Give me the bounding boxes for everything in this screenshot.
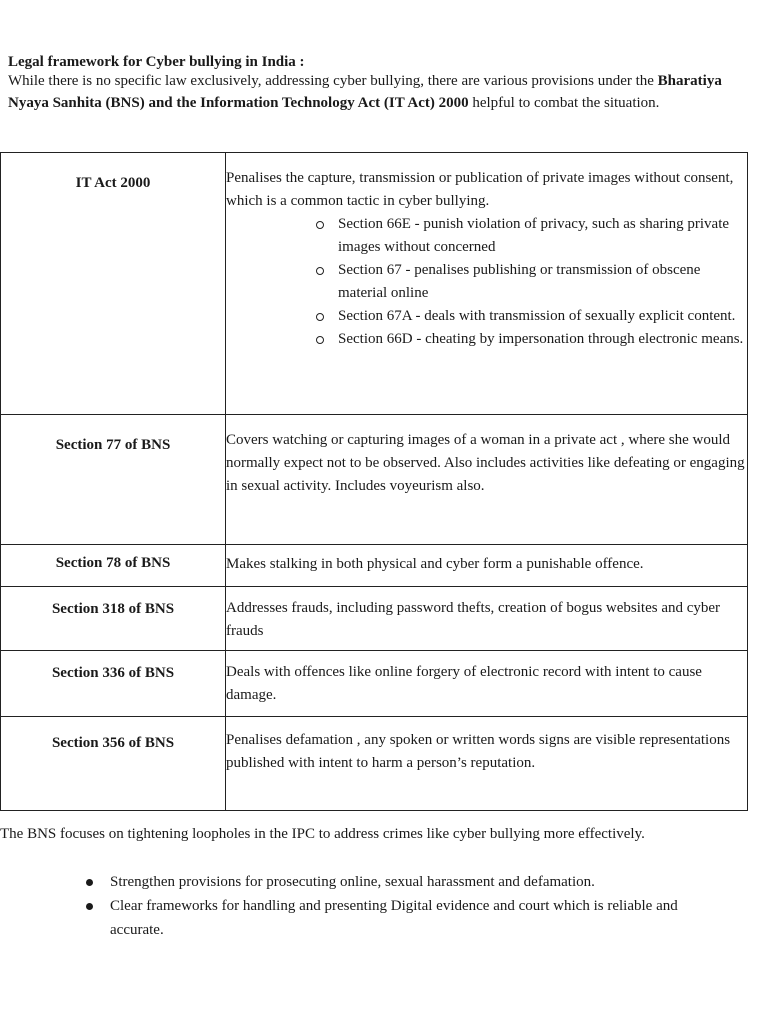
subsection-item: Section 66D - cheating by impersonation through electronic means. — [316, 328, 747, 351]
bullet-item: Clear frameworks for handling and presenting Digital evidence and court which is reliable and accurate. — [84, 894, 724, 942]
provision-label-cell — [1, 153, 226, 415]
provision-label-cell — [1, 415, 226, 545]
provision-label: Section 356 of BNS — [51, 735, 175, 751]
provision-desc-cell — [226, 415, 748, 545]
subsection-list — [226, 213, 747, 351]
intro-text-2: helpful to combat the situation. — [468, 95, 660, 111]
provision-label-cell — [1, 717, 226, 811]
subsection-item: Section 66E - punish violation of privacy, such as sharing private images without concerned — [316, 213, 747, 259]
page-heading: Legal framework for Cyber bullying in India : — [8, 54, 305, 70]
table-row-it-act — [1, 153, 748, 415]
subsection-item: Section 67A - deals with transmission of sexually explicit content. — [316, 305, 747, 328]
provision-desc: Addresses frauds, including password thefts, creation of bogus websites and cyber frauds — [226, 600, 721, 639]
provision-label: Section 77 of BNS — [55, 437, 171, 453]
provision-label: Section 318 of BNS — [51, 601, 175, 617]
provision-desc-cell — [226, 717, 748, 811]
legal-provisions-table — [0, 152, 748, 811]
provision-desc-cell — [226, 545, 748, 587]
provision-desc: Penalises defamation , any spoken or written words signs are visible representations published with intent to harm a person’s reputation. — [226, 732, 731, 771]
bullet-item: Strengthen provisions for prosecuting online, sexual harassment and defamation. — [84, 870, 724, 894]
table-row-s336 — [1, 651, 748, 717]
subsection-item: Section 67 - penalises publishing or transmission of obscene material online — [316, 259, 747, 305]
intro-paragraph — [8, 70, 748, 114]
provision-desc-cell — [226, 153, 748, 415]
intro-bold-text: Bharatiya Nyaya Sanhita (BNS) and the Information Technology Act (IT Act) 2000 — [8, 73, 722, 111]
provision-label: Section 78 of BNS — [55, 555, 171, 571]
provision-label-cell — [1, 651, 226, 717]
provision-desc: Covers watching or capturing images of a woman in a private act , where she would normally expect not to be observed. Also includes activities like defeating or engaging in sexual activity. Includes voyeurism also. — [226, 432, 745, 494]
bullet-list — [84, 870, 724, 942]
provision-desc: Deals with offences like online forgery of electronic record with intent to cause damage. — [226, 664, 702, 703]
provision-label: IT Act 2000 — [75, 175, 151, 191]
provision-label-cell — [1, 545, 226, 587]
provision-label-cell — [1, 587, 226, 651]
provision-label: Section 336 of BNS — [51, 665, 175, 681]
provision-desc-cell — [226, 651, 748, 717]
provision-desc: Makes stalking in both physical and cyber form a punishable offence. — [226, 556, 644, 572]
provision-desc-cell — [226, 587, 748, 651]
table-row-s77 — [1, 415, 748, 545]
provision-desc: Penalises the capture, transmission or publication of private images without consent, which is a common tactic in cyber bullying. — [226, 170, 734, 209]
table-row-s78 — [1, 545, 748, 587]
table-row-s356 — [1, 717, 748, 811]
table-row-s318 — [1, 587, 748, 651]
intro-text-1: While there is no specific law exclusively, addressing cyber bullying, there are various provisions under the — [8, 73, 658, 89]
closing-paragraph: The BNS focuses on tightening loopholes in the IPC to address crimes like cyber bullying more effectively. — [0, 826, 645, 842]
